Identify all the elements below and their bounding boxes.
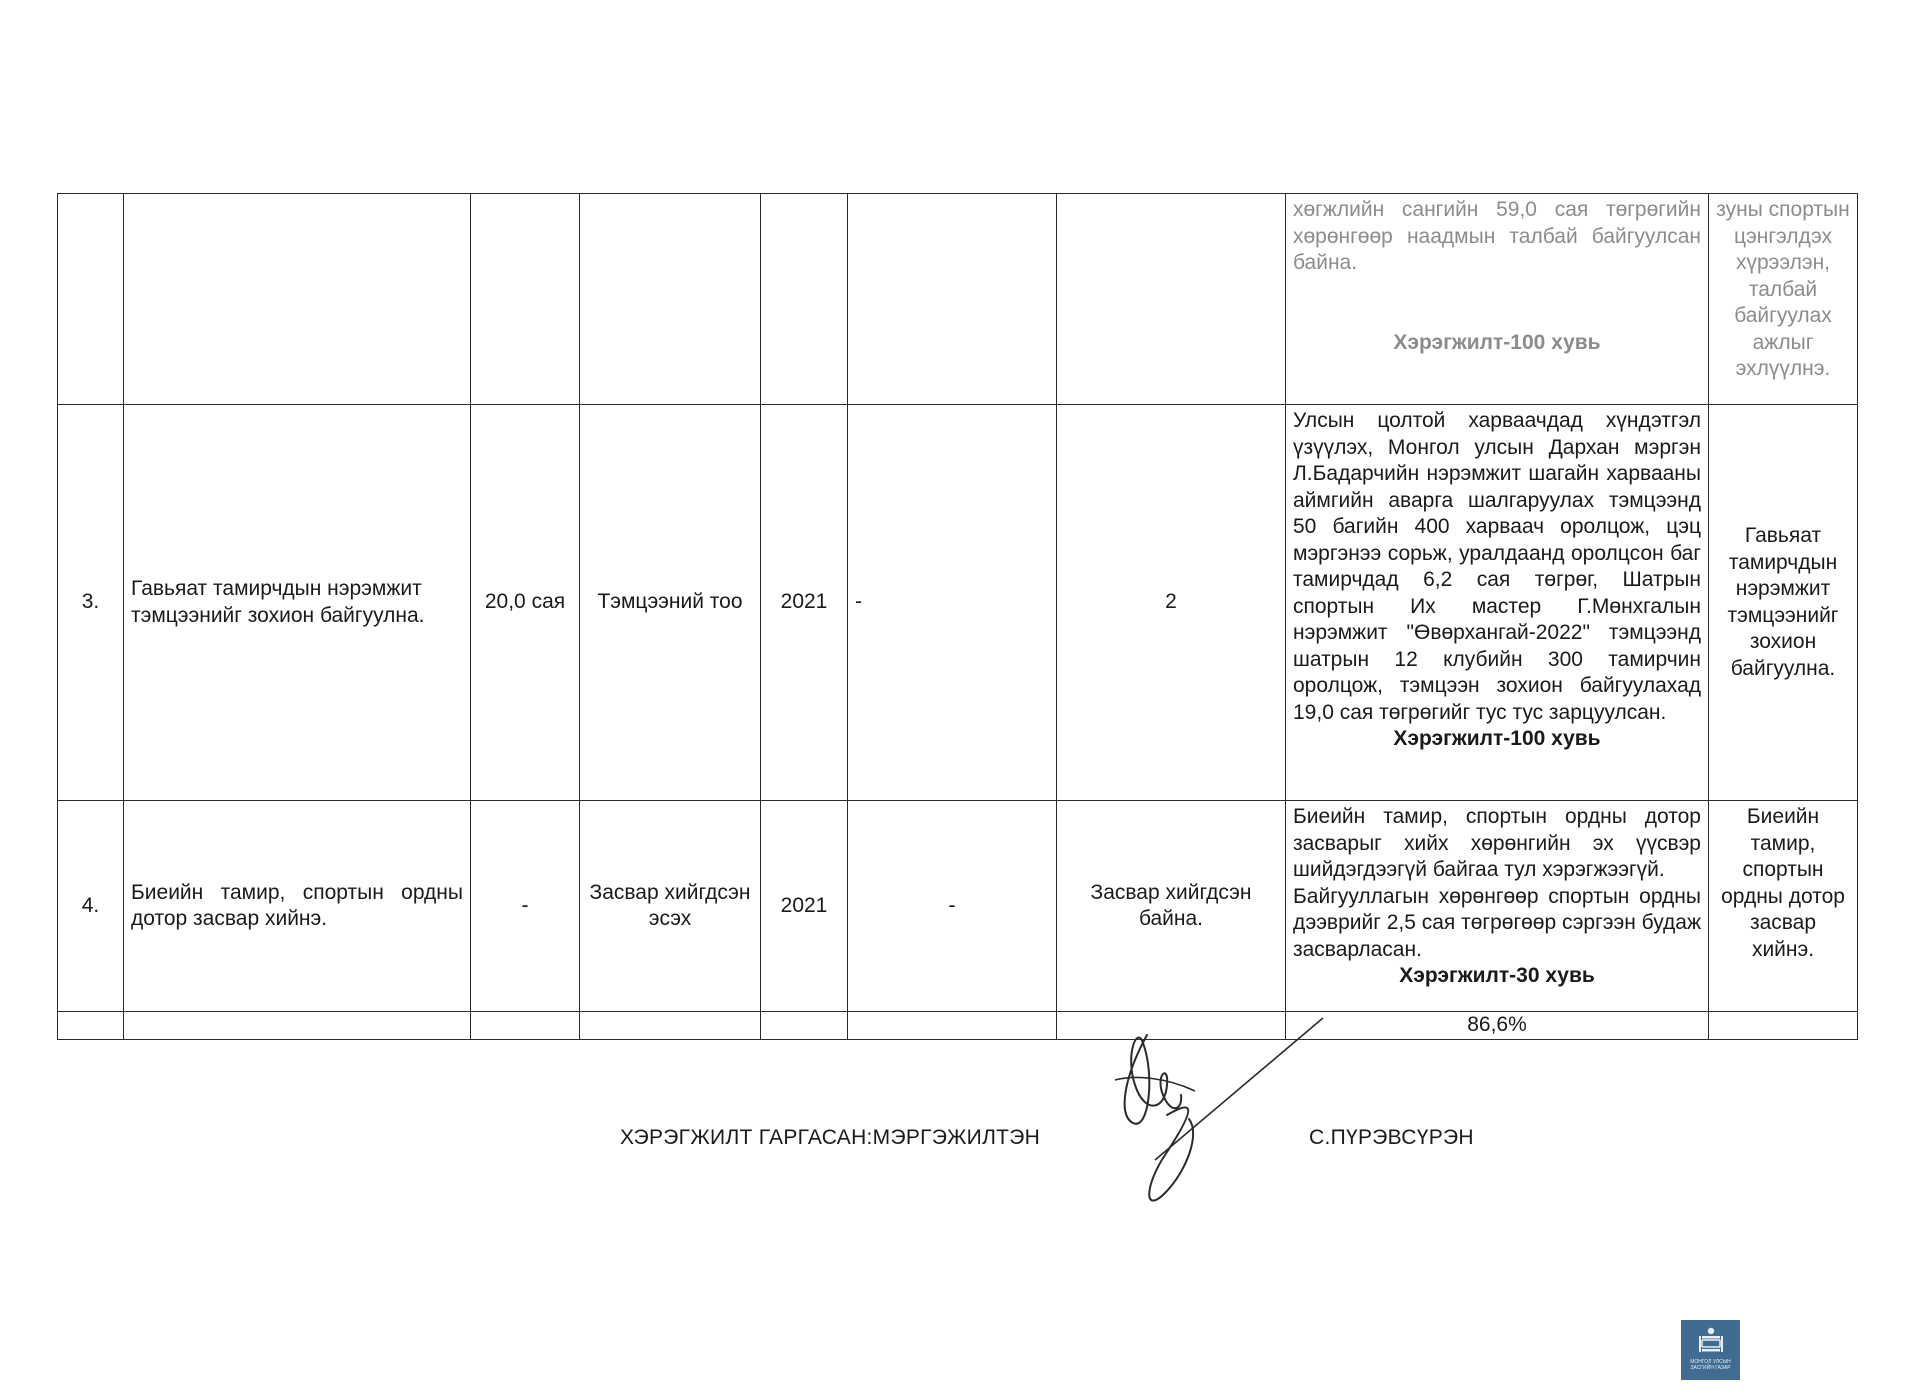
handwritten-signature [1105, 1015, 1335, 1215]
row-number-cell [58, 194, 124, 405]
indicator-cell [580, 194, 761, 405]
empty-cell [124, 1012, 471, 1040]
baseline-cell [848, 194, 1057, 405]
indicator-cell: Тэмцээний тоо [580, 405, 761, 801]
implementation-result: Хэрэгжилт-100 хувь [1393, 727, 1601, 750]
seal-text-line2: ЗАСГИЙН ГАЗАР [1690, 1365, 1731, 1371]
soyombo-emblem-icon [1698, 1326, 1724, 1356]
budget-cell: - [471, 801, 580, 1012]
empty-cell [471, 1012, 580, 1040]
table-row [58, 405, 1858, 801]
budget-cell: 20,0 сая [471, 405, 580, 801]
empty-cell [58, 1012, 124, 1040]
row-number-cell: 3. [58, 405, 124, 801]
report-cell [1286, 194, 1709, 405]
empty-cell [1709, 1012, 1858, 1040]
total-percentage: 86,6% [1286, 1012, 1709, 1040]
target-cell [1057, 194, 1286, 405]
baseline-cell: - [848, 801, 1057, 1012]
row-number-cell: 4. [58, 801, 124, 1012]
assessment-cell: зуны спортын цэнгэлдэх хүрээлэн, талбай байгуулах ажлыг эхлүүлнэ. [1709, 194, 1858, 405]
indicator-cell: Засвар хийгдсэн эсэх [580, 801, 761, 1012]
implementation-result: Хэрэгжилт-100 хувь [1393, 330, 1601, 354]
year-cell: 2021 [761, 801, 848, 1012]
budget-cell [471, 194, 580, 405]
report-paragraph: Улсын цолтой харваачдад хүндэтгэл үзүүлэх, Монгол улсын Дархан мэргэн Л.Бадарчийн нэрэмжит шагайн харвааны аймгийн аварга шалгаруулах тэмцээнд 50 багийн 400 харваач оролцож, цэц мэргэнээ сорьж, уралдаанд оролцсон баг тамирчдад 6,2 сая төгрөг, Шатрын спортын Их мастер Г.Мөнхгалын нэрэмжит "Өвөрхангай-2022" тэмцээнд шатрын 12 клубийн 300 тамирчин оролцож, тэмцээн зохион байгуулахад 19,0 сая төгрөгийг тус тус зарцуулсан. [1293, 409, 1701, 724]
empty-cell [580, 1012, 761, 1040]
table-row [58, 801, 1858, 1012]
assessment-cell: Биеийн тамир, спортын ордны дотор засвар хийнэ. [1709, 801, 1858, 1012]
signatory-name: С.ПҮРЭВСҮРЭН [1309, 1126, 1474, 1149]
task-cell: Гавьяат тамирчдын нэрэмжит тэмцээнийг зохион байгуулна. [124, 405, 471, 801]
report-cell [1286, 801, 1709, 1012]
report-paragraph: Биеийн тамир, спортын ордны дотор засварыг хийх хөрөнгийн эх үүсвэр шийдэгдээгүй байгаа тул хэрэгжээгүй. [1293, 805, 1701, 881]
task-cell: Биеийн тамир, спортын ордны дотор засвар хийнэ. [124, 801, 471, 1012]
seal-text-line1: МОНГОЛ УЛСЫН [1690, 1359, 1731, 1365]
total-row [58, 1012, 1858, 1040]
target-cell: 2 [1057, 405, 1286, 801]
report-cell [1286, 405, 1709, 801]
year-cell: 2021 [761, 405, 848, 801]
table-row [58, 194, 1858, 405]
year-cell [761, 194, 848, 405]
implementation-report-table [57, 193, 1858, 1040]
assessment-cell: Гавьяат тамирчдын нэрэмжит тэмцээнийг зохион байгуулна. [1709, 405, 1858, 801]
result-spacer [1293, 277, 1701, 330]
empty-cell [761, 1012, 848, 1040]
prepared-by-label: ХЭРЭГЖИЛТ ГАРГАСАН:МЭРГЭЖИЛТЭН [620, 1126, 1041, 1149]
report-paragraph: хөгжлийн сангийн 59,0 сая төгрөгийн хөрөнгөөр наадмын талбай байгуулсан байна. [1293, 198, 1701, 274]
baseline-cell: - [848, 405, 1057, 801]
government-seal [1681, 1320, 1740, 1380]
task-cell [124, 194, 471, 405]
empty-cell [848, 1012, 1057, 1040]
implementation-result: Хэрэгжилт-30 хувь [1399, 964, 1595, 987]
target-cell: Засвар хийгдсэн байна. [1057, 801, 1286, 1012]
report-paragraph: Байгууллагын хөрөнгөөр спортын ордны дээврийг 2,5 сая төгрөгөөр сэргээн будаж засварласан. [1293, 884, 1701, 961]
